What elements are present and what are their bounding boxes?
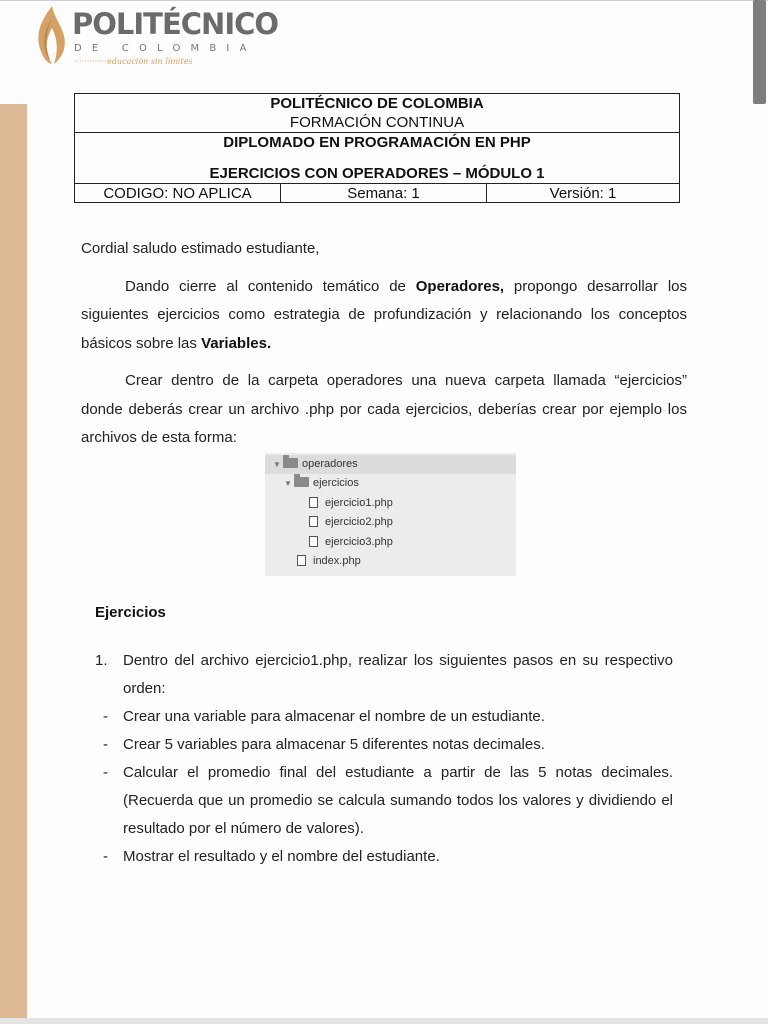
header-title: EJERCICIOS CON OPERADORES – MÓDULO 1 <box>209 165 545 182</box>
institution-logo <box>28 2 279 74</box>
exercise-step <box>95 759 673 843</box>
expand-arrow-icon: ▼ <box>273 460 281 469</box>
header-program: DIPLOMADO EN PROGRAMACIÓN EN PHP <box>223 134 531 151</box>
list-number: 1. <box>95 652 108 669</box>
list-bullet: - <box>103 708 108 725</box>
tree-folder-ejercicios: ▼ ejercicios <box>284 474 359 493</box>
folder-icon <box>283 458 298 468</box>
document-body <box>81 235 687 453</box>
keyword-operadores: Operadores, <box>415 277 505 295</box>
header-title-cell <box>75 133 680 184</box>
header-institution-cell <box>75 94 680 133</box>
folder-structure-image <box>265 453 516 576</box>
instructions-paragraph: Crear dentro de la carpeta operadores una nueva carpeta llamada “ejercicios” donde deberás crear un archivo .php por cada ejercicios, deberías crear por ejemplo los archivos de esta forma: <box>81 372 687 446</box>
header-code: CODIGO: NO APLICA <box>75 184 281 203</box>
expand-arrow-icon: ▼ <box>284 479 292 488</box>
logo-name: POLITÉCNICO <box>72 7 279 41</box>
flame-logo-icon <box>32 4 72 74</box>
exercise-step <box>95 843 673 871</box>
tree-file-ejercicio3: ejercicio3.php <box>309 533 393 552</box>
tree-file-ejercicio1: ejercicio1.php <box>309 494 393 513</box>
file-icon <box>309 516 318 527</box>
tree-file-index: index.php <box>297 552 361 571</box>
exercise-step-text: Calcular el promedio final del estudiante a partir de las 5 notas decimales. (Recuerda que un promedio se calcula sumando todos los valores y dividiendo el resultado por el número de valores). <box>123 764 673 837</box>
list-bullet: - <box>103 764 108 781</box>
exercise-step-text: Crear 5 variables para almacenar 5 diferentes notas decimales. <box>123 736 545 753</box>
intro-paragraph: Dando cierre al contenido temático de Operadores, propongo desarrollar los siguientes ejercicios como estrategia de profundización y relacionando los conceptos básicos sobre las Variables. <box>81 277 687 352</box>
decorative-side-band <box>0 104 27 1018</box>
page-top-edge <box>0 0 768 1</box>
list-bullet: - <box>103 848 108 865</box>
exercise-step <box>95 731 673 759</box>
folder-icon <box>294 477 309 487</box>
logo-tagline: ·············educación sin límites <box>74 57 193 66</box>
vertical-scrollbar[interactable] <box>753 0 766 104</box>
page-bottom-edge <box>0 1018 768 1024</box>
exercise-item-1 <box>95 647 673 703</box>
greeting: Cordial saludo estimado estudiante, <box>81 240 320 257</box>
document-header-table <box>74 93 680 203</box>
exercises-heading: Ejercicios <box>95 604 166 621</box>
keyword-variables: Variables. <box>201 334 272 352</box>
exercise-list <box>95 647 673 871</box>
header-week: Semana: 1 <box>281 184 487 203</box>
exercise-step-text: Mostrar el resultado y el nombre del estudiante. <box>123 848 440 865</box>
logo-subtitle: DE COLOMBIA <box>74 43 257 54</box>
file-icon <box>309 497 318 508</box>
header-version: Versión: 1 <box>487 184 680 203</box>
exercise-step-text: Crear una variable para almacenar el nombre de un estudiante. <box>123 708 545 725</box>
tree-file-ejercicio2: ejercicio2.php <box>309 513 393 532</box>
exercise-item-text: Dentro del archivo ejercicio1.php, realizar los siguientes pasos en su respectivo orden: <box>123 652 673 697</box>
file-icon <box>297 555 306 566</box>
list-bullet: - <box>103 736 108 753</box>
tree-folder-operadores: ▼ operadores <box>265 455 516 474</box>
file-icon <box>309 536 318 547</box>
header-institution: POLITÉCNICO DE COLOMBIA <box>270 95 484 112</box>
header-unit: FORMACIÓN CONTINUA <box>289 114 465 131</box>
exercise-step <box>95 703 673 731</box>
